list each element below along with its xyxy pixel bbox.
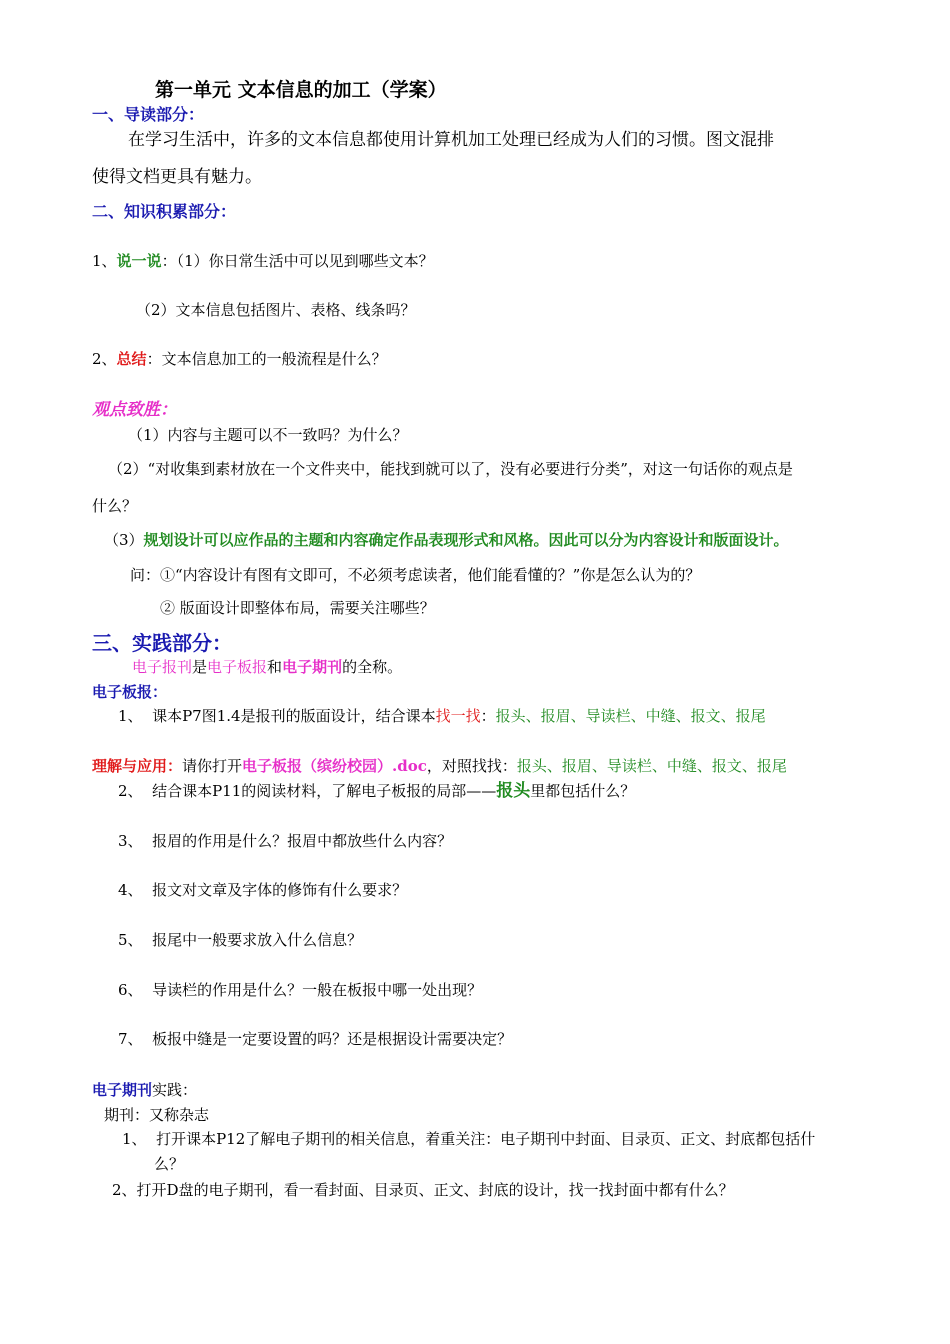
journal-item-1-line-2: 么？ <box>154 1155 185 1173</box>
board-item-7 <box>118 1029 512 1049</box>
intro-connector-1: 是 <box>192 658 208 676</box>
board-item-4-text: 报文对文章及字体的修饰有什么要求？ <box>152 881 408 899</box>
viewpoint-question-3 <box>104 530 789 550</box>
apply-file-name: 电子板报（缤纷校园）.doc <box>242 757 427 775</box>
question-1-part-2: （2）文本信息包括图片、表格、线条吗？ <box>136 301 416 319</box>
board-parts-list: 报头、报眉、导读栏、中缝、报文、报尾 <box>495 707 766 725</box>
board-item-3 <box>118 831 452 851</box>
viewpoint-question-3-statement: 规划设计可以应作品的主题和内容确定作品表现形式和风格。因此可以分为内容设计和版面设计。 <box>143 531 789 549</box>
board-item-7-number: 7、 <box>118 1030 143 1048</box>
intro-connector-2: 和 <box>267 658 283 676</box>
viewpoint-sub-question-2: ② 版面设计即整体布局，需要关注哪些？ <box>160 599 435 617</box>
viewpoint-question-2-line-1: （2）“对收集到素材放在一个文件夹中，能找到就可以了，没有必要进行分类”，对这一句话你的观点是 <box>108 460 793 478</box>
question-1 <box>92 251 434 271</box>
apply-parts-list: 报头、报眉、导读栏、中缝、报文、报尾 <box>516 757 787 775</box>
board-item-6 <box>118 980 482 1000</box>
section-1-paragraph-line-1: 在学习生活中，许多的文本信息都使用计算机加工处理已经成为人们的习惯。图文混排 <box>128 130 774 150</box>
board-item-5-number: 5、 <box>118 931 143 949</box>
intro-term-e-newspaper: 电子报刊 <box>132 658 193 676</box>
board-item-6-text: 导读栏的作用是什么？一般在板报中哪一处出现？ <box>152 981 483 999</box>
intro-term-e-board: 电子板报 <box>207 658 268 676</box>
e-board-heading: 电子板报： <box>92 683 168 701</box>
question-2-number: 2、 <box>92 350 117 368</box>
board-item-1-colon: ： <box>480 707 496 725</box>
board-item-1-number: 1、 <box>118 707 143 725</box>
masthead-term: 报头 <box>496 781 531 801</box>
journal-item-1-text: 打开课本P12了解电子期刊的相关信息，着重关注：电子期刊中封面、目录页、正文、封底都包括什 <box>156 1130 816 1148</box>
viewpoint-heading: 观点致胜： <box>92 400 177 420</box>
board-item-4-number: 4、 <box>118 881 143 899</box>
find-it-label: 找一找 <box>435 707 481 725</box>
question-1-label: 说一说 <box>116 252 162 270</box>
question-1-number: 1、 <box>92 252 117 270</box>
board-item-7-text: 板报中缝是一定要设置的吗？还是根据设计需要决定？ <box>152 1030 513 1048</box>
journal-item-1-number: 1、 <box>122 1130 147 1148</box>
board-item-2-text-2: 里都包括什么？ <box>530 782 636 800</box>
practice-intro <box>132 657 402 677</box>
board-item-1-text: 课本P7图1.4是报刊的版面设计，结合课本 <box>152 707 436 725</box>
board-item-5-text: 报尾中一般要求放入什么信息？ <box>152 931 363 949</box>
section-1-heading: 一、导读部分： <box>92 105 205 124</box>
board-item-2 <box>118 781 635 801</box>
section-3-heading: 三、实践部分： <box>92 631 232 655</box>
viewpoint-question-1: （1）内容与主题可以不一致吗？为什么？ <box>128 426 408 444</box>
question-2-text: ：文本信息加工的一般流程是什么？ <box>146 350 387 368</box>
e-journal-suffix: 实践： <box>152 1081 198 1099</box>
viewpoint-question-2-line-2: 什么？ <box>92 497 138 515</box>
journal-item-2: 2、打开D盘的电子期刊，看一看封面、目录页、正文、封底的设计，找一找封面中都有什么？ <box>112 1181 734 1199</box>
board-item-3-text: 报眉的作用是什么？报眉中都放些什么内容？ <box>152 832 453 850</box>
apply-line <box>92 756 787 776</box>
intro-connector-3: 的全称。 <box>342 658 403 676</box>
section-2-heading: 二、知识积累部分： <box>92 202 237 221</box>
question-1-text: ：（1）你日常生活中可以见到哪些文本？ <box>161 252 434 270</box>
viewpoint-sub-question-1: 问：①“内容设计有图有文即可，不必须考虑读者，他们能看懂的？”你是怎么认为的？ <box>130 566 701 584</box>
board-item-4 <box>118 880 407 900</box>
journal-definition: 期刊：又称杂志 <box>104 1106 210 1124</box>
board-item-5 <box>118 930 362 950</box>
e-journal-heading <box>92 1080 197 1100</box>
e-journal-label: 电子期刊 <box>92 1081 153 1099</box>
intro-term-e-journal: 电子期刊 <box>282 658 343 676</box>
question-2 <box>92 349 387 369</box>
apply-heading: 理解与应用： <box>92 757 183 775</box>
question-2-label: 总结 <box>116 350 147 368</box>
apply-text-2: ，对照找找： <box>426 757 517 775</box>
section-1-paragraph-line-2: 使得文档更具有魅力。 <box>92 167 262 187</box>
board-item-2-number: 2、 <box>118 782 143 800</box>
board-item-3-number: 3、 <box>118 832 143 850</box>
page-title: 第一单元 文本信息的加工（学案） <box>155 79 447 101</box>
apply-text-1: 请你打开 <box>182 757 243 775</box>
viewpoint-question-3-prefix: （3） <box>104 531 144 549</box>
board-item-6-number: 6、 <box>118 981 143 999</box>
board-item-1 <box>118 706 766 726</box>
journal-item-1-line-1 <box>122 1129 815 1149</box>
board-item-2-text-1: 结合课本P11的阅读材料，了解电子板报的局部—— <box>152 782 497 800</box>
